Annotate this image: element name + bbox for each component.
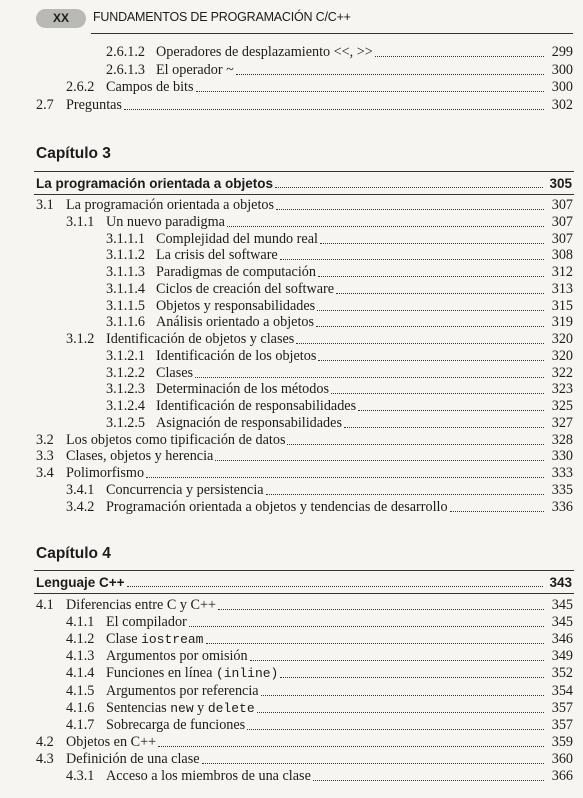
toc-entry[interactable] xyxy=(106,264,573,281)
chapter-4-page: 343 xyxy=(549,575,572,590)
toc-entry-title-text: Campos de bits xyxy=(106,79,194,95)
chapter-3-page: 305 xyxy=(549,176,572,191)
toc-entry-number: 3.1.2 xyxy=(66,331,95,347)
dot-leader xyxy=(336,293,544,294)
toc-entry-page: 366 xyxy=(551,768,573,784)
dot-leader xyxy=(195,377,544,378)
toc-entry-page: 335 xyxy=(551,481,573,498)
toc-entry-page: 300 xyxy=(551,79,573,95)
toc-entry-title-text: Sobrecarga de funciones xyxy=(106,716,246,733)
dot-leader xyxy=(344,427,544,428)
toc-entry-title xyxy=(156,231,318,248)
toc-entry-title-text: El operador ~ xyxy=(156,61,234,78)
toc-entry-page: 345 xyxy=(551,597,573,613)
toc-entry-title-text: Objetos en C++ xyxy=(66,733,157,750)
toc-entry-page: 333 xyxy=(551,465,573,481)
dot-leader xyxy=(250,660,544,661)
toc-entry-page: 323 xyxy=(551,381,573,398)
dot-leader xyxy=(257,712,544,713)
header-rule xyxy=(91,33,573,34)
toc-entry-title-text: Identificación de los objetos xyxy=(156,347,317,364)
dot-leader xyxy=(276,209,544,210)
toc-entry-title-text: Complejidad del mundo real xyxy=(156,230,318,247)
chapter-3-label: Capítulo 3 xyxy=(36,145,111,162)
dot-leader xyxy=(331,393,544,394)
toc-entry[interactable] xyxy=(106,62,573,79)
toc-entry-title-text: Paradigmas de computación xyxy=(156,264,316,280)
toc-entry-title-text: y xyxy=(193,699,208,716)
toc-entry-title xyxy=(156,381,329,398)
toc-entry-title xyxy=(66,448,213,465)
chapter-4-label: Capítulo 4 xyxy=(36,545,111,562)
chapter-4-title: Lenguaje C++ xyxy=(36,575,125,590)
toc-entry-number: 3.1.1.6 xyxy=(106,314,146,331)
toc-entry-page: 359 xyxy=(551,733,573,750)
toc-entry-title xyxy=(106,665,278,682)
toc-entry-number: 3.1.2.1 xyxy=(106,347,146,364)
toc-entry-page: 322 xyxy=(551,364,573,381)
dot-leader xyxy=(280,259,544,260)
toc-entry-title-text: Clases, objetos y herencia xyxy=(66,448,214,465)
dot-leader xyxy=(266,494,544,495)
toc-entry[interactable] xyxy=(66,717,573,734)
dot-leader xyxy=(196,91,545,92)
toc-entry-title xyxy=(66,197,274,214)
toc-entry-number: 2.7 xyxy=(36,96,54,113)
toc-entry[interactable] xyxy=(106,398,573,415)
toc-entry-title xyxy=(106,683,259,700)
toc-entry[interactable] xyxy=(106,314,573,331)
toc-entry[interactable] xyxy=(36,197,573,214)
toc-entry[interactable] xyxy=(106,381,573,398)
toc-entry-title-text: Definición de una clase xyxy=(66,750,200,767)
toc-entry-title xyxy=(106,79,194,96)
toc-entry-page: 330 xyxy=(551,448,573,465)
toc-entry-title-text: Análisis orientado a objetos xyxy=(156,314,315,331)
toc-entry-number: 2.6.1.2 xyxy=(106,44,146,60)
toc-entry-title xyxy=(66,751,200,768)
toc-entry-title-text: Operadores de desplazamiento <<, >> xyxy=(156,44,373,60)
toc-entry[interactable] xyxy=(66,499,573,516)
toc-entry-title xyxy=(156,247,278,264)
toc-entry-title xyxy=(156,44,373,61)
toc-entry-title-text: Objetos y responsabilidades xyxy=(156,297,316,314)
toc-entry-page: 307 xyxy=(551,213,573,230)
toc-entry-title xyxy=(66,734,156,751)
toc-entry-page: 320 xyxy=(551,347,573,364)
toc-entry[interactable] xyxy=(36,448,573,465)
toc-entry-title-text: Funciones en línea xyxy=(106,665,216,682)
toc-entry-number: 3.2 xyxy=(36,431,54,448)
toc-entry-number: 2.6.2 xyxy=(66,79,95,95)
chapter-3-title-line[interactable] xyxy=(36,175,572,192)
dot-leader xyxy=(275,187,543,188)
toc-entry[interactable] xyxy=(66,648,573,665)
toc-entry-code: new xyxy=(170,700,194,716)
toc-entry-title xyxy=(106,214,225,231)
toc-entry-page: 319 xyxy=(551,314,573,331)
dot-leader xyxy=(124,109,544,110)
toc-entry[interactable] xyxy=(36,465,573,482)
toc-entry-page: 325 xyxy=(551,398,573,414)
toc-entry-title xyxy=(66,465,144,482)
toc-entry[interactable] xyxy=(106,247,573,264)
toc-entry-title-text: Sentencias xyxy=(106,699,171,716)
dot-leader xyxy=(202,763,544,764)
toc-entry-title-text: Argumentos por referencia xyxy=(106,682,259,699)
toc-entry-number: 3.1.1.5 xyxy=(106,297,146,314)
dot-leader xyxy=(318,276,544,277)
dot-leader xyxy=(320,243,544,244)
toc-entry-code: iostream xyxy=(141,632,204,648)
toc-entry-page: 360 xyxy=(551,750,573,767)
toc-entry-title xyxy=(156,281,334,298)
toc-entry-title xyxy=(106,768,311,785)
toc-entry-number: 3.1.2.5 xyxy=(106,414,146,431)
toc-entry-number: 3.1 xyxy=(36,197,54,213)
toc-entry-number: 4.3.1 xyxy=(66,768,95,784)
toc-entry-title xyxy=(106,499,448,516)
toc-entry-title xyxy=(106,614,187,631)
toc-entry-page: 346 xyxy=(551,631,573,648)
toc-entry-title-text: Asignación de responsabilidades xyxy=(156,414,342,431)
dot-leader xyxy=(375,56,544,57)
toc-entry-number: 3.1.1.4 xyxy=(106,280,146,297)
toc-entry[interactable] xyxy=(106,348,573,365)
toc-entry[interactable] xyxy=(66,683,573,700)
toc-entry-title-text: Identificación de objetos y clases xyxy=(106,331,295,347)
page-number: XX xyxy=(36,9,86,28)
toc-entry-number: 3.1.1 xyxy=(66,213,95,230)
toc-entry-page: 299 xyxy=(551,44,573,60)
chapter-3-heading[interactable] xyxy=(34,171,574,195)
toc-entry-title-text: Concurrencia y persistencia xyxy=(106,481,264,498)
toc-entry-page: 307 xyxy=(551,230,573,247)
toc-entry-number: 4.1.2 xyxy=(66,631,95,648)
toc-entry-page: 336 xyxy=(551,498,573,515)
toc-entry[interactable] xyxy=(66,768,573,785)
toc-entry[interactable] xyxy=(36,751,573,768)
toc-entry-number: 3.1.2.4 xyxy=(106,398,146,414)
toc-entry-page: 307 xyxy=(551,197,573,213)
toc-entry-page: 300 xyxy=(551,61,573,78)
toc-entry-title-text: Ciclos de creación del software xyxy=(156,280,335,297)
toc-entry[interactable] xyxy=(36,597,573,614)
toc-entry-page: 328 xyxy=(551,431,573,448)
dot-leader xyxy=(189,626,544,627)
toc-entry-title-text: Determinación de los métodos xyxy=(156,381,329,398)
toc-entry-number: 4.1.3 xyxy=(66,648,95,665)
toc-entry-number: 4.1 xyxy=(36,597,54,613)
dot-leader xyxy=(206,643,545,644)
toc-entry-title-text: Programación orientada a objetos y tendencias de desarrollo xyxy=(106,498,448,515)
toc-entry[interactable] xyxy=(66,631,573,648)
toc-entry-page: 354 xyxy=(551,682,573,699)
toc-entry-title xyxy=(156,62,234,79)
toc-entry[interactable] xyxy=(66,665,573,682)
dot-leader xyxy=(236,74,544,75)
dot-leader xyxy=(158,746,544,747)
toc-entry-number: 4.1.5 xyxy=(66,682,95,699)
toc-entry-page: 352 xyxy=(551,665,573,682)
toc-entry-number: 4.1.6 xyxy=(66,699,95,716)
toc-entry-page: 308 xyxy=(551,247,573,264)
toc-entry-title-text: Clase xyxy=(106,631,142,648)
toc-entry-title-text: Un nuevo paradigma xyxy=(106,213,225,230)
toc-entry-title-text: La crisis del software xyxy=(156,247,278,264)
toc-entry-page: 313 xyxy=(551,280,573,297)
toc-entry[interactable] xyxy=(36,734,573,751)
toc-entry-title xyxy=(156,264,316,281)
toc-entry-title-text: Clases xyxy=(156,364,194,381)
toc-entry-title-text: Identificación de responsabilidades xyxy=(156,398,357,414)
dot-leader xyxy=(287,444,544,445)
toc-entry-number: 3.4.2 xyxy=(66,498,95,515)
chapter-3-title: La programación orientada a objetos xyxy=(36,176,274,191)
toc-entry-number: 3.4.1 xyxy=(66,481,95,498)
toc-entry-title xyxy=(156,415,342,432)
toc-entry[interactable] xyxy=(66,331,573,348)
toc-entry[interactable] xyxy=(66,482,573,499)
toc-entry-title-text: Argumentos por omisión xyxy=(106,648,248,665)
toc-entry-title xyxy=(156,398,356,415)
toc-entry-title-text: Los objetos como tipificación de datos xyxy=(66,431,286,448)
toc-entry-number: 3.4 xyxy=(36,465,54,481)
toc-entry-number: 4.1.4 xyxy=(66,665,95,682)
toc-entry-number: 3.1.1.1 xyxy=(106,230,146,247)
toc-entry-title xyxy=(156,348,316,365)
toc-entry-title xyxy=(106,648,248,665)
toc-entry-number: 4.3 xyxy=(36,750,54,767)
toc-entry-title-text: Preguntas xyxy=(66,96,122,113)
toc-entry[interactable] xyxy=(106,415,573,432)
toc-entry-title xyxy=(156,298,315,315)
toc-entry-title xyxy=(106,482,264,499)
toc-entry-title xyxy=(66,432,285,449)
toc-entry-title xyxy=(106,700,255,717)
toc-entry[interactable] xyxy=(66,79,573,96)
toc-entry[interactable] xyxy=(36,432,573,449)
toc-entry-number: 4.1.7 xyxy=(66,716,95,733)
toc-entry[interactable] xyxy=(66,614,573,631)
toc-entry[interactable] xyxy=(106,44,573,61)
toc-entry-title xyxy=(156,314,314,331)
dot-leader xyxy=(215,460,544,461)
toc-entry[interactable] xyxy=(66,214,573,231)
dot-leader xyxy=(127,586,543,587)
dot-leader xyxy=(317,310,544,311)
toc-entry-title-text: El compilador xyxy=(106,614,187,631)
toc-entry-number: 4.2 xyxy=(36,733,54,750)
toc-entry-title-text: Polimorfismo xyxy=(66,465,145,481)
dot-leader xyxy=(146,477,544,478)
chapter-4-title-line[interactable] xyxy=(36,574,572,591)
toc-entry-number: 3.1.2.2 xyxy=(106,364,146,381)
toc-entry-title-text: La programación orientada a objetos xyxy=(66,197,274,213)
dot-leader xyxy=(218,609,544,610)
dot-leader xyxy=(450,511,544,512)
toc-entry-page: 349 xyxy=(551,648,573,665)
page-header xyxy=(0,6,583,30)
dot-leader xyxy=(316,326,544,327)
toc-entry[interactable] xyxy=(36,97,573,114)
dot-leader xyxy=(313,780,544,781)
book-title: FUNDAMENTOS DE PROGRAMACIÓN C/C++ xyxy=(93,10,351,24)
toc-entry-code: (inline) xyxy=(215,666,279,682)
toc-entry-page: 315 xyxy=(551,297,573,314)
toc-entry-number: 4.1.1 xyxy=(66,614,95,631)
toc-entry-title xyxy=(106,331,294,348)
dot-leader xyxy=(247,729,544,730)
toc-entry-title xyxy=(106,631,204,648)
dot-leader xyxy=(261,695,544,696)
toc-entry-code: delete xyxy=(207,700,255,716)
dot-leader xyxy=(227,226,544,227)
toc-entry-number: 3.1.1.3 xyxy=(106,264,146,280)
toc-entry-title xyxy=(66,97,122,114)
toc-entry[interactable] xyxy=(106,365,573,382)
toc-entry-page: 320 xyxy=(551,331,573,347)
toc-entry[interactable] xyxy=(106,231,573,248)
toc-entry-page: 302 xyxy=(551,96,573,113)
toc-entry-number: 3.1.2.3 xyxy=(106,381,146,398)
toc-entry-title-text: Diferencias entre C y C++ xyxy=(66,597,216,613)
toc-entry-title-text: Acceso a los miembros de una clase xyxy=(106,768,311,784)
toc-entry-number: 3.3 xyxy=(36,448,54,465)
dot-leader xyxy=(280,677,544,678)
toc-entry-title xyxy=(66,597,216,614)
toc-entry-page: 327 xyxy=(551,414,573,431)
toc-entry-page: 345 xyxy=(551,614,573,631)
toc-entry[interactable] xyxy=(106,281,573,298)
toc-entry-page: 357 xyxy=(551,699,573,716)
toc-entry-title xyxy=(156,365,193,382)
toc-entry[interactable] xyxy=(66,700,573,717)
toc-entry-number: 3.1.1.2 xyxy=(106,247,146,264)
dot-leader xyxy=(296,343,544,344)
dot-leader xyxy=(318,360,544,361)
toc-entry-page: 357 xyxy=(551,716,573,733)
toc-entry[interactable] xyxy=(106,298,573,315)
toc-entry-number: 2.6.1.3 xyxy=(106,61,146,78)
dot-leader xyxy=(358,410,544,411)
chapter-4-heading[interactable] xyxy=(34,570,574,594)
toc-entry-title xyxy=(106,717,245,734)
toc-entry-page: 312 xyxy=(551,264,573,280)
